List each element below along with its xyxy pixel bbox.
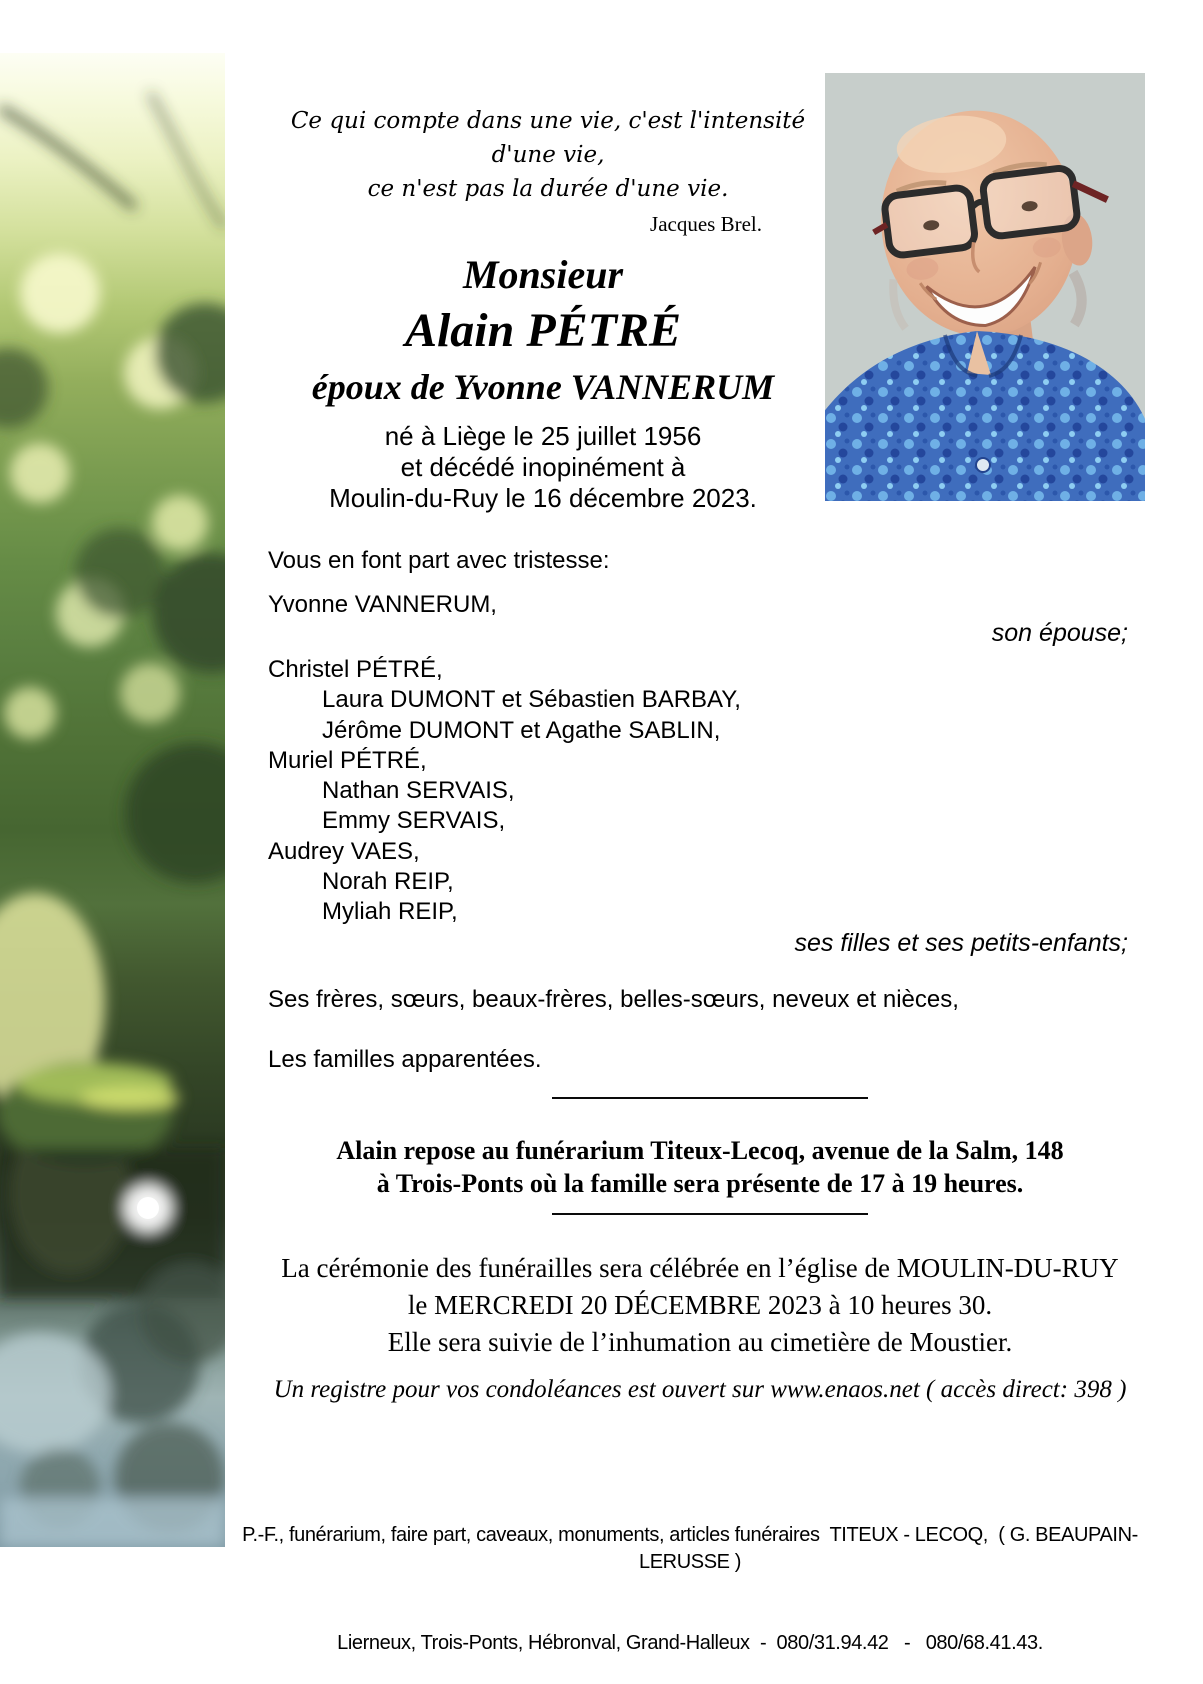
portrait-photo (825, 73, 1145, 501)
family-member: Laura DUMONT et Sébastien BARBAY, (322, 686, 741, 714)
deceased-block (250, 250, 836, 514)
family-member: Audrey VAES, (268, 837, 420, 865)
death-line2: Moulin-du-Ruy le 16 décembre 2023. (329, 483, 757, 513)
portrait-illustration (825, 73, 1145, 501)
forest-stream-photo (0, 53, 225, 1547)
funeral-home-block (260, 1134, 1140, 1200)
funeral-home-line2: à Trois-Ponts où la famille sera présente de 17 à 19 heures. (376, 1169, 1024, 1198)
family-member: Jérôme DUMONT et Agathe SABLIN, (322, 716, 721, 744)
wife-role: son épouse; (991, 619, 1128, 647)
footer-block (230, 1468, 1150, 1684)
announcement-intro: Vous en font part avec tristesse: (268, 547, 610, 574)
deceased-dates (250, 421, 836, 514)
quote-line2: ce n'est pas la durée d'une vie. (367, 176, 729, 202)
family-member: Emmy SERVAIS, (322, 807, 506, 835)
deceased-title: Monsieur (462, 252, 624, 297)
wife-name: Yvonne VANNERUM, (268, 591, 497, 618)
divider-line (552, 1213, 868, 1215)
family-member: Nathan SERVAIS, (322, 777, 515, 805)
families-line: Les familles apparentées. (268, 1046, 542, 1073)
family-member: Muriel PÉTRÉ, (268, 746, 427, 774)
family-member: Myliah REIP, (322, 898, 458, 926)
forest-stream-illustration (0, 53, 225, 1547)
footer-line2: Lierneux, Trois-Ponts, Hébronval, Grand-Halleux - 080/31.94.42 - 080/68.41.43. (337, 1632, 1043, 1654)
divider-line (552, 1097, 868, 1099)
family-member: Christel PÉTRÉ, (268, 656, 443, 683)
ceremony-line1: La cérémonie des funérailles sera célébrée en l’église de MOULIN-DU-RUY (281, 1253, 1119, 1283)
death-line1: et décédé inopinément à (400, 452, 686, 482)
ceremony-line2: le MERCREDI 20 DÉCEMBRE 2023 à 10 heures 30. (407, 1290, 993, 1320)
ceremony-block (260, 1250, 1140, 1361)
deceased-name: Alain PÉTRÉ (404, 304, 682, 357)
relatives-line: Ses frères, sœurs, beaux-frères, belles-sœurs, neveux et nièces, (268, 986, 959, 1013)
family-list (268, 655, 741, 928)
deceased-spouse-line: époux de Yvonne VANNERUM (311, 367, 775, 407)
funeral-home-line1: Alain repose au funérarium Titeux-Lecoq, avenue de la Salm, 148 (336, 1136, 1064, 1165)
quote-line1: Ce qui compte dans une vie, c'est l'intensité d'une vie, (290, 108, 806, 168)
family-member: Norah REIP, (322, 868, 454, 896)
family-role: ses filles et ses petits-enfants; (794, 929, 1128, 957)
condolence-register-line: Un registre pour vos condoléances est ouvert sur www.enaos.net ( accès direct: 398 ) (273, 1376, 1127, 1403)
birth-line: né à Liège le 25 juillet 1956 (384, 421, 702, 451)
quote-author: Jacques Brel. (650, 212, 762, 236)
quote-block (280, 104, 816, 241)
footer-line1: P.-F., funérarium, faire part, caveaux, monuments, articles funéraires TITEUX - LECOQ, ( G. BEAUPAIN-LERUSSE ) (242, 1524, 1138, 1573)
ceremony-line3: Elle sera suivie de l’inhumation au cimetière de Moustier. (387, 1327, 1013, 1357)
